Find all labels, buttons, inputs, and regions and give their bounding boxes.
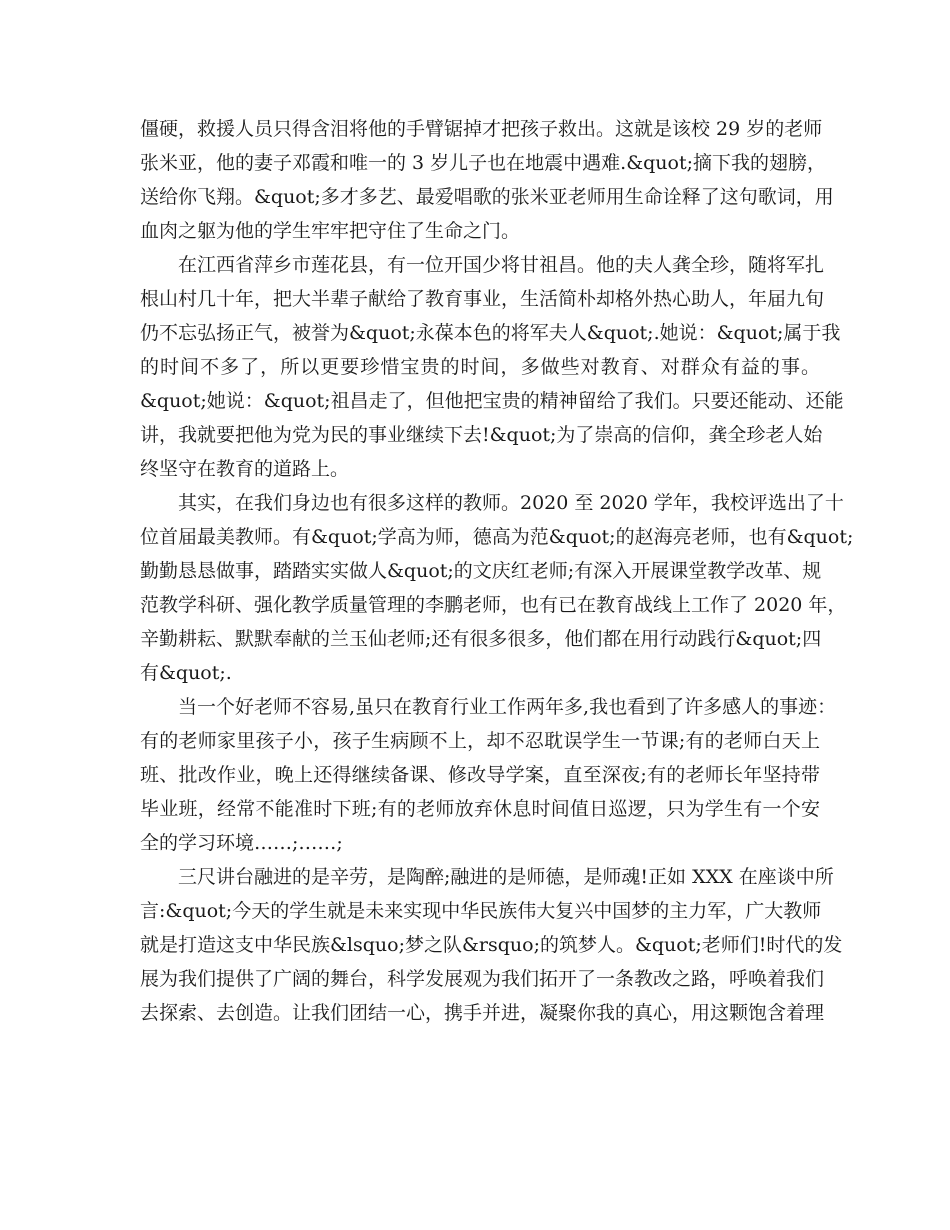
document-body bbox=[140, 112, 854, 1030]
text-line: 辛勤耕耘、默默奉献的兰玉仙老师;还有很多很多，他们都在用行动践行&quot;四 bbox=[140, 628, 822, 650]
text-line: 勤勤恳恳做事，踏踏实实做人&quot;的文庆红老师;有深入开展课堂教学改革、规 bbox=[140, 560, 822, 582]
text-line: 血肉之躯为他的学生牢牢把守住了生命之门。 bbox=[140, 220, 521, 242]
paragraph-5 bbox=[140, 860, 843, 1030]
text-line: 讲，我就要把他为党为民的事业继续下去!&quot;为了崇高的信仰，龚全珍老人始 bbox=[140, 424, 823, 446]
text-line: 展为我们提供了广阔的舞台，科学发展观为我们拓开了一条教改之路，呼唤着我们 bbox=[140, 968, 825, 990]
paragraph-4 bbox=[140, 690, 837, 860]
text-line: 送给你飞翔。&quot;多才多艺、最爱唱歌的张米亚老师用生命诠释了这句歌词，用 bbox=[140, 186, 834, 208]
text-line: 全的学习环境……;……; bbox=[140, 832, 343, 854]
text-line: &quot;她说：&quot;祖昌走了，但他把宝贵的精神留给了我们。只要还能动、还能 bbox=[140, 390, 844, 412]
text-line: 在江西省萍乡市莲花县，有一位开国少将甘祖昌。他的夫人龚全珍，随将军扎 bbox=[178, 254, 825, 276]
text-line: 僵硬，救援人员只得含泪将他的手臂锯掉才把孩子救出。这就是该校 29 岁的老师 bbox=[140, 118, 823, 140]
text-line: 去探索、去创造。让我们团结一心，携手并进，凝聚你我的真心，用这颗饱含着理 bbox=[140, 1002, 825, 1024]
text-line: 仍不忘弘扬正气，被誉为&quot;永葆本色的将军夫人&quot;.她说：&quot;属于我 bbox=[140, 322, 841, 344]
text-line: 其实，在我们身边也有很多这样的教师。2020 至 2020 学年，我校评选出了十 bbox=[178, 492, 844, 514]
text-line: 根山村几十年，把大半辈子献给了教育事业，生活简朴却格外热心助人，年届九旬 bbox=[140, 288, 825, 310]
text-line: 毕业班，经常不能准时下班;有的老师放弃休息时间值日巡逻，只为学生有一个安 bbox=[140, 798, 820, 820]
text-line: 言:&quot;今天的学生就是未来实现中华民族伟大复兴中国梦的主力军，广大教师 bbox=[140, 900, 822, 922]
paragraph-3 bbox=[140, 486, 854, 690]
text-line: 三尺讲台融进的是辛劳，是陶醉;融进的是师德，是师魂!正如 XXX 在座谈中所 bbox=[178, 866, 834, 888]
text-line: 终坚守在教育的道路上。 bbox=[140, 458, 350, 480]
paragraph-1 bbox=[140, 112, 834, 248]
text-line: 有的老师家里孩子小，孩子生病顾不上，却不忍耽误学生一节课;有的老师白天上 bbox=[140, 730, 820, 752]
text-line: 位首届最美教师。有&quot;学高为师，德高为范&quot;的赵海亮老师，也有&quot; bbox=[140, 526, 854, 548]
text-line: 当一个好老师不容易,虽只在教育行业工作两年多,我也看到了许多感人的事迹： bbox=[178, 696, 837, 718]
text-line: 班、批改作业，晚上还得继续备课、修改导学案，直至深夜;有的老师长年坚持带 bbox=[140, 764, 820, 786]
text-line: 就是打造这支中华民族&lsquo;梦之队&rsquo;的筑梦人。&quot;老师们!时代的发 bbox=[140, 934, 843, 956]
text-line: 有&quot;. bbox=[140, 662, 232, 684]
text-line: 范教学科研、强化教学质量管理的李鹏老师，也有已在教育战线上工作了 2020 年， bbox=[140, 594, 847, 616]
text-line: 的时间不多了，所以更要珍惜宝贵的时间，多做些对教育、对群众有益的事。 bbox=[140, 356, 820, 378]
paragraph-2 bbox=[140, 248, 844, 486]
text-line: 张米亚，他的妻子邓霞和唯一的 3 岁儿子也在地震中遇难.&quot;摘下我的翅膀， bbox=[140, 152, 826, 174]
